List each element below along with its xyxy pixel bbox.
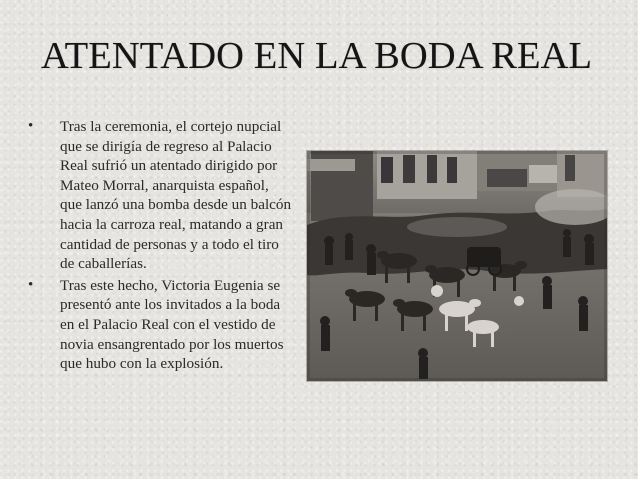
bullet-marker-icon: • [28,118,34,134]
slide-title: ATENTADO EN LA BODA REAL [41,35,593,77]
bullet-item-1 [28,117,294,274]
bullet-marker-icon: • [28,276,34,293]
bullet-item-2 [28,276,294,374]
bullet-text-2: Tras este hecho, Victoria Eugenia se presentó ante los invitados a la boda en el Palacio Real con el vestido de novia ensangrentado por los muertos que hubo con la explosión. [60,276,284,373]
photo-illustration [307,151,607,381]
historical-photo [307,151,607,381]
bullet-text-1: Tras la ceremonia, el cortejo nupcial que se dirigía de regreso al Palacio Real sufrió un atentado dirigido por Mateo Morral, anarquista español, que lanzó una bomba desde un balcón hacia la carroza real, matando a gran cantidad de personas y a todo el tiro de caballerías. [60,118,292,273]
bullet-list [28,117,294,376]
